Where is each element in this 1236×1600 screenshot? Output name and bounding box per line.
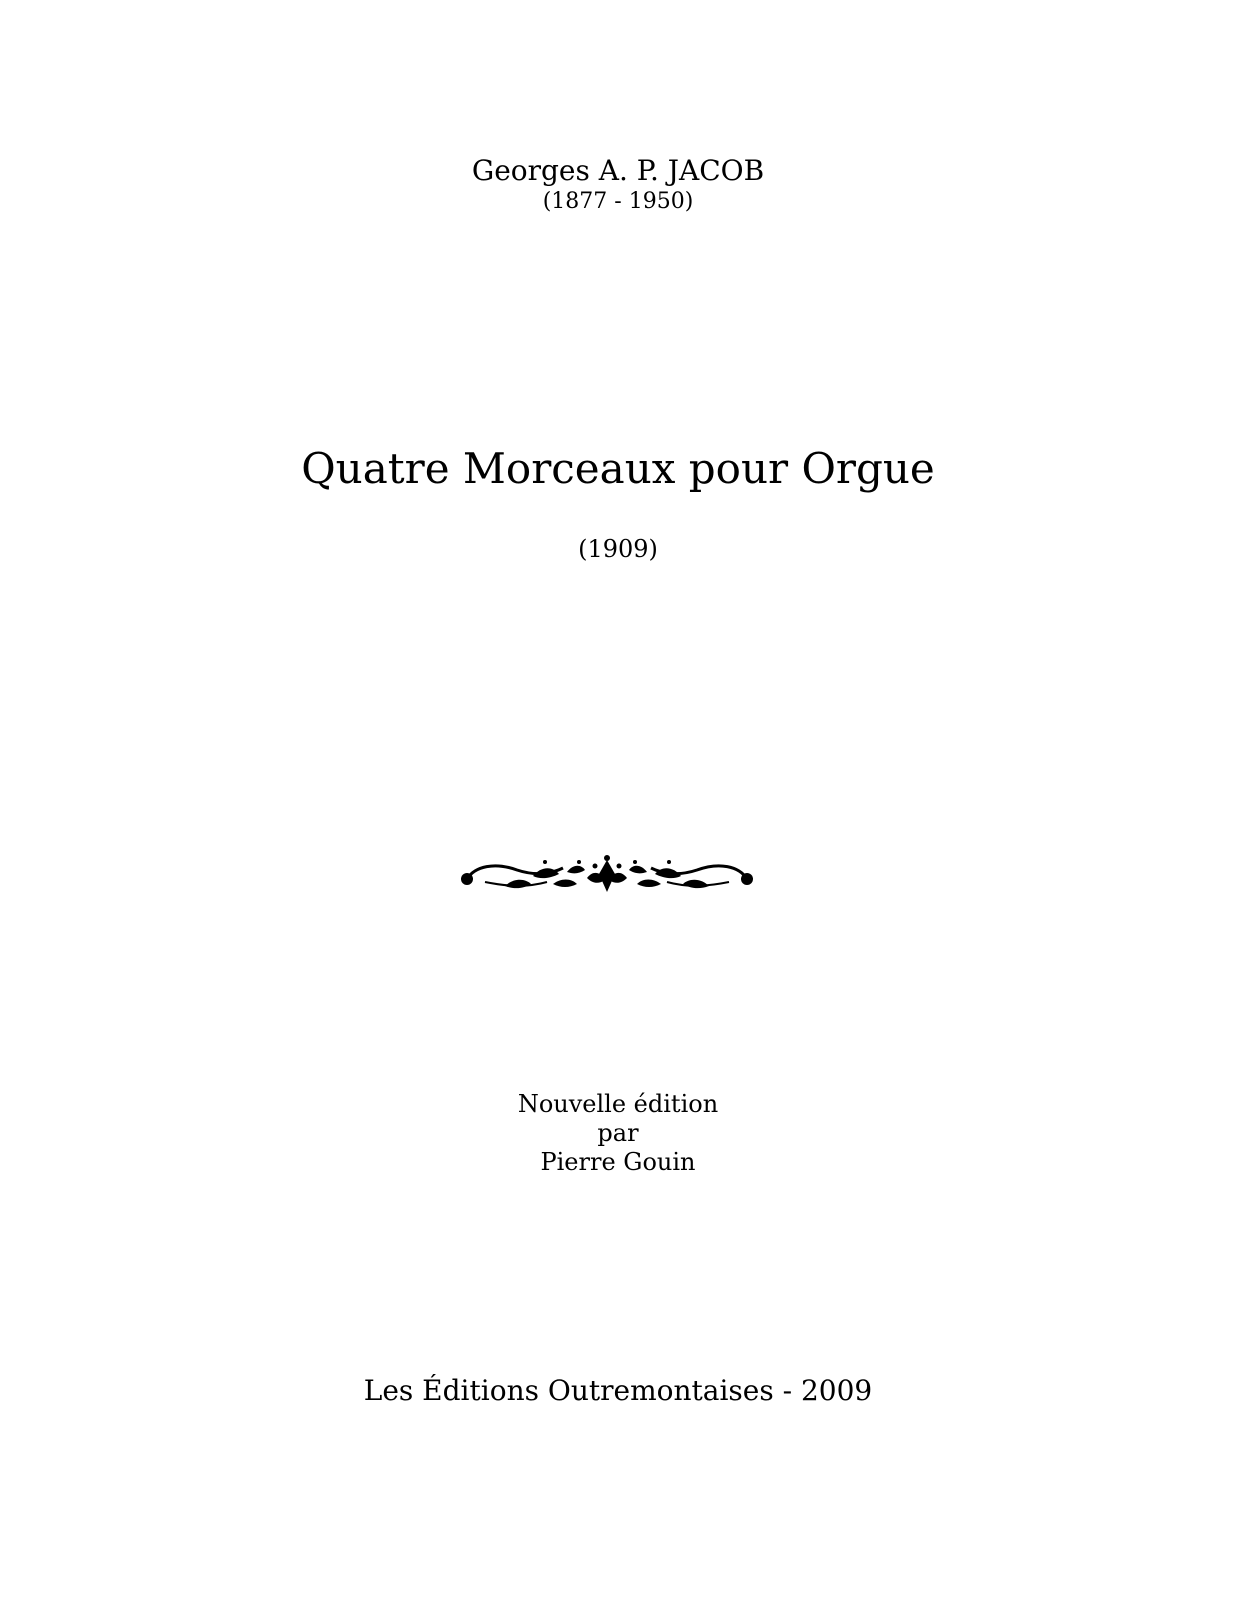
work-title: Quatre Morceaux pour Orgue <box>301 444 935 493</box>
work-year: (1909) <box>578 535 658 563</box>
editor-name: Pierre Gouin <box>540 1148 696 1176</box>
fleuron-ornament-icon <box>455 852 759 898</box>
composer-dates: (1877 - 1950) <box>542 189 694 214</box>
edition-by: par <box>597 1119 639 1147</box>
publisher-line: Les Éditions Outremontaises - 2009 <box>363 1374 873 1407</box>
edition-note: Nouvelle édition <box>517 1090 719 1118</box>
composer-name: Georges A. P. JACOB <box>471 154 765 187</box>
